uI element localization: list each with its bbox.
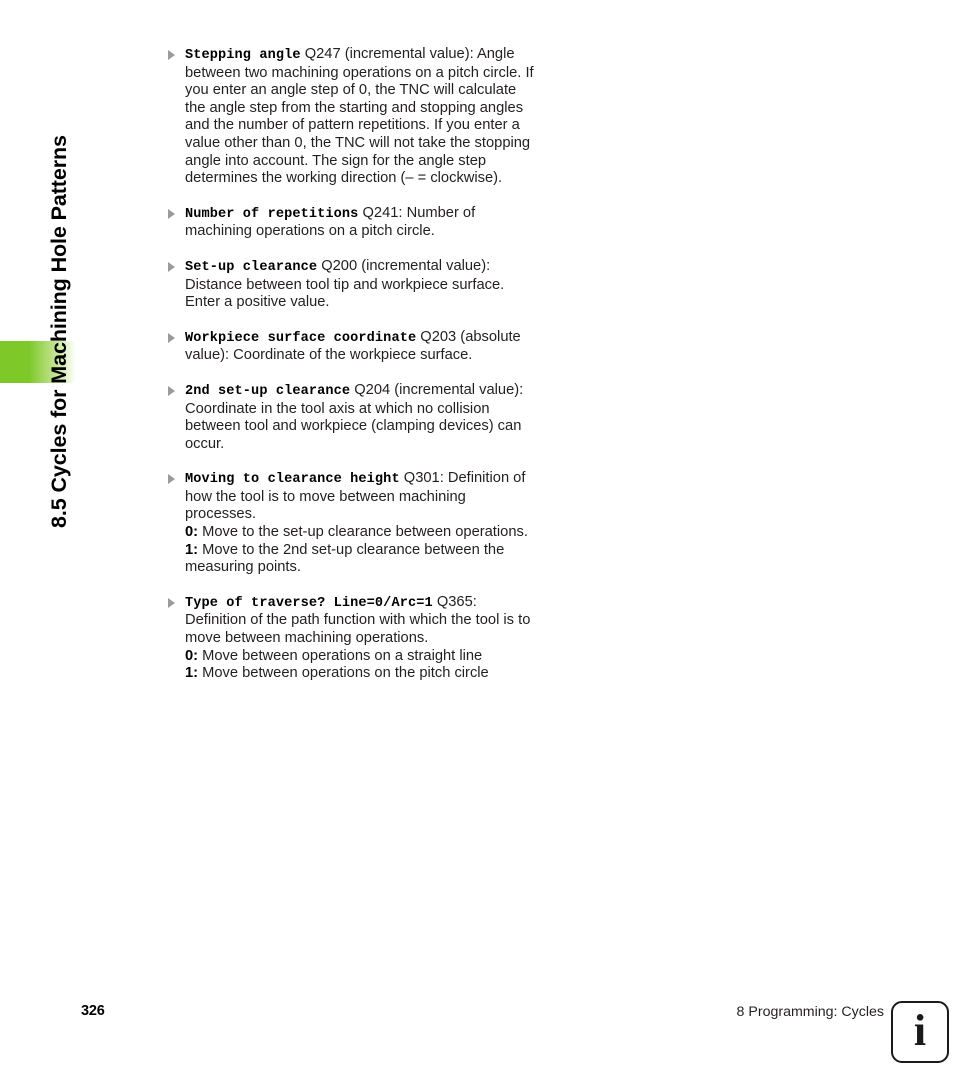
option-key: 1:: [185, 665, 199, 682]
page-number: 326: [81, 1003, 105, 1019]
parameter-description: Q365: Definition of the path function with which the tool is to move between machining operations.: [185, 593, 531, 647]
option-description: Move between operations on a straight line: [198, 647, 483, 664]
option-description: Move to the set-up clearance between operations.: [198, 524, 528, 541]
info-icon: [891, 1001, 949, 1063]
option-key: 1:: [185, 541, 199, 558]
parameter-description: Q204 (incremental value): Coordinate in the tool axis at which no collision between tool and workpiece (clamping devices) can occur.: [185, 381, 524, 452]
parameter-description: Q247 (incremental value): Angle between two machining operations on a pitch circle. If you enter an angle step of 0, the TNC will calculate the angle step from the starting and stopping angles and the number of pattern repetitions. If you enter a value other than 0, the TNC will not take the stopping angle into account. The sign for the angle step determines the working direction (– = clockwise).: [185, 46, 534, 187]
list-item: [168, 594, 540, 683]
parameter-label: Workpiece surface coordinate: [185, 330, 417, 346]
option-key: 0:: [185, 524, 199, 541]
option-key: 0:: [185, 647, 199, 664]
parameter-description: Q301: Definition of how the tool is to move between machining processes.: [185, 470, 526, 523]
triangle-bullet-icon: [168, 386, 175, 396]
list-item: [168, 258, 540, 312]
option-description: Move between operations on the pitch circle: [198, 665, 489, 682]
parameter-label: 2nd set-up clearance: [185, 383, 351, 399]
parameter-description: Q200 (incremental value): Distance between tool tip and workpiece surface. Enter a positive value.: [185, 257, 505, 311]
triangle-bullet-icon: [168, 333, 175, 343]
parameter-description: Q241: Number of machining operations on a pitch circle.: [185, 204, 476, 240]
parameter-label: Number of repetitions: [185, 206, 359, 222]
parameter-description: Q203 (absolute value): Coordinate of the workpiece surface.: [185, 328, 521, 364]
parameter-list: [168, 46, 540, 683]
list-item: [168, 382, 540, 453]
page-footer: [0, 1003, 954, 1091]
list-item: [168, 329, 540, 365]
triangle-bullet-icon: [168, 209, 175, 219]
list-item: [168, 46, 540, 188]
triangle-bullet-icon: [168, 598, 175, 608]
parameter-label: Set-up clearance: [185, 259, 318, 275]
parameter-label: Type of traverse? Line=0/Arc=1: [185, 595, 433, 611]
option-description: Move to the 2nd set-up clearance between the measuring points.: [185, 541, 505, 576]
parameter-label: Moving to clearance height: [185, 472, 400, 488]
side-rail: [0, 0, 150, 1091]
triangle-bullet-icon: [168, 262, 175, 272]
triangle-bullet-icon: [168, 474, 175, 484]
parameter-label: Stepping angle: [185, 48, 301, 63]
triangle-bullet-icon: [168, 50, 175, 60]
info-icon-glyph: i: [913, 1005, 927, 1055]
list-item: [168, 205, 540, 241]
section-title: 8.5 Cycles for Machining Hole Patterns: [47, 135, 71, 528]
chapter-label: 8 Programming: Cycles: [736, 1004, 884, 1020]
list-item: [168, 470, 540, 577]
